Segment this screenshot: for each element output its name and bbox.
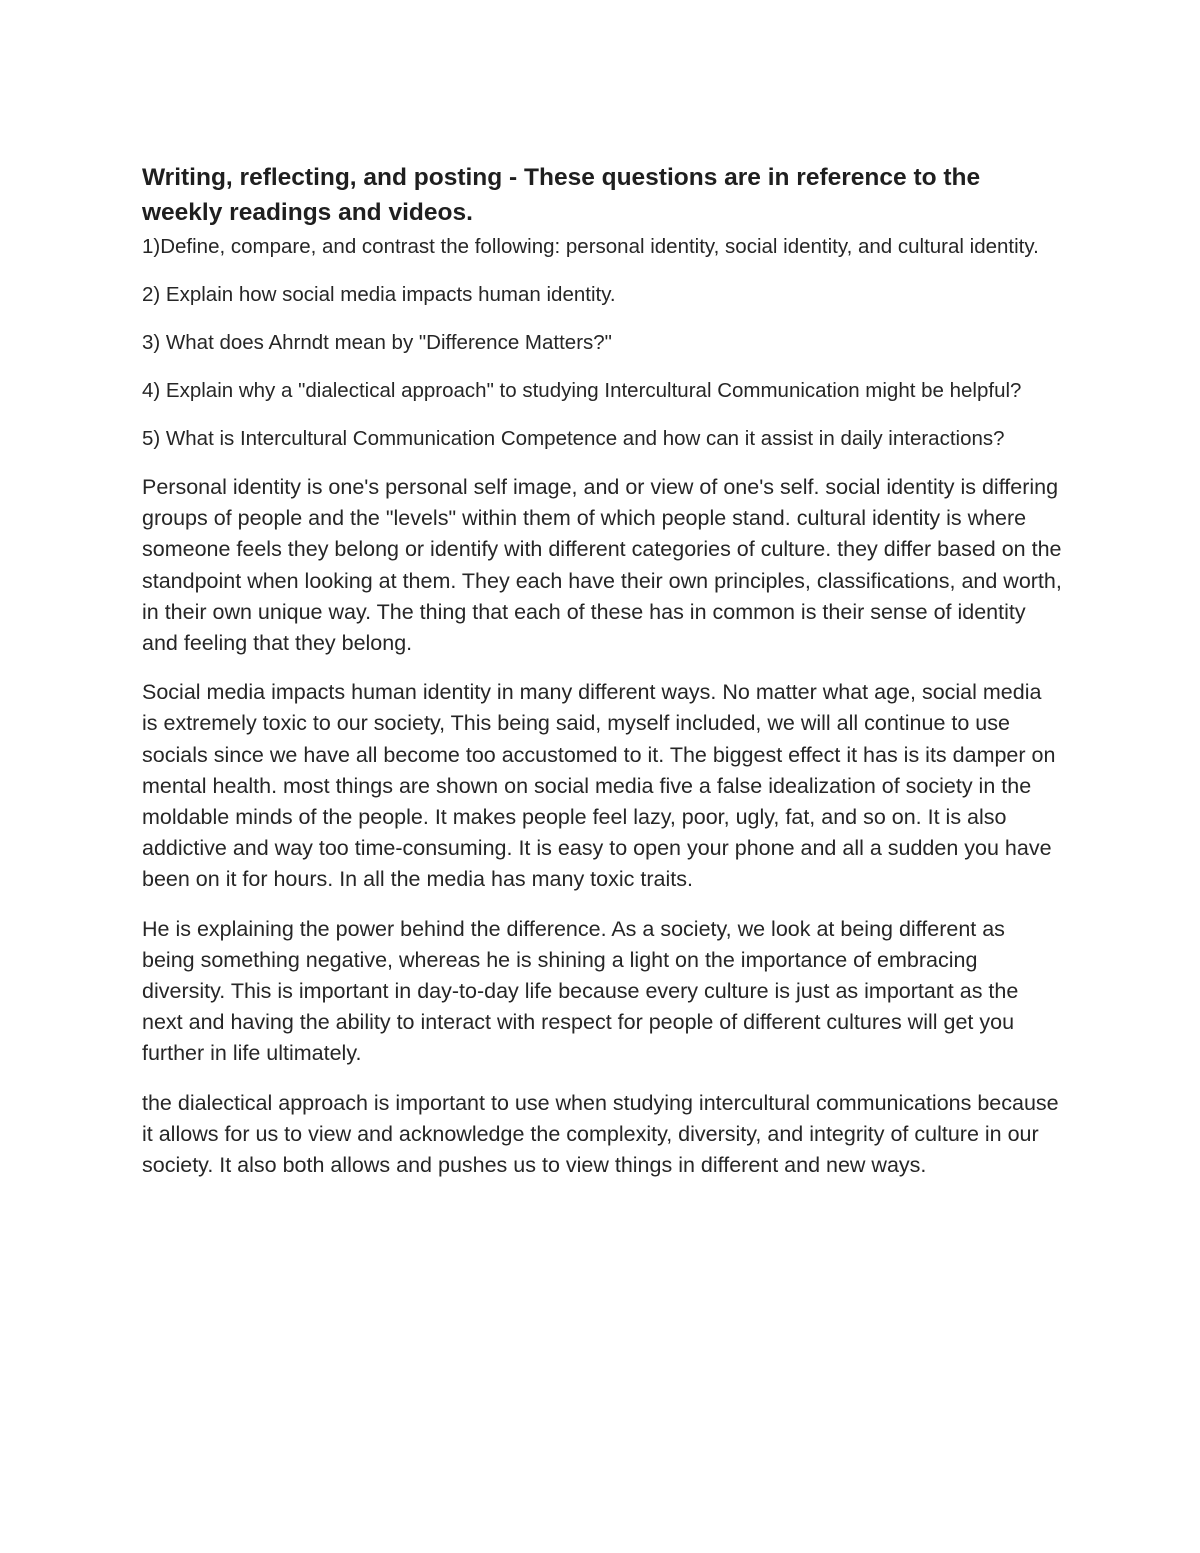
answer-difference-matters: He is explaining the power behind the difference. As a society, we look at being different as being something negative, whereas he is shining a light on the importance of embracing diversity. This is important in day-to-day life because every culture is just as important as the next and having the ability to interact with respect for people of different cultures will get you further in life ultimately. [142,916,1019,1066]
answer-dialectical-approach: the dialectical approach is important to use when studying intercultural communications because it allows for us to view and acknowledge the complexity, diversity, and integrity of culture in our society. It also both allows and pushes us to view things in different and new ways. [142,1090,1059,1178]
answer-personal-identity: Personal identity is one's personal self image, and or view of one's self. social identity is differing groups of people and the "levels" within them of which people stand. cultural identity is where someone feels they belong or identify with different categories of culture. they differ based on the standpoint when looking at them. They each have their own principles, classifications, and worth, in their own unique way. The thing that each of these has in common is their sense of identity and feeling that they belong. [142,475,1062,656]
document-heading: Writing, reflecting, and posting - These questions are in reference to the weekly readings and videos. [142,164,981,226]
question-2: 2) Explain how social media impacts human identity. [142,283,616,306]
answer-social-media: Social media impacts human identity in many different ways. No matter what age, social media is extremely toxic to our society, This being said, myself included, we will all continue to use socials since we have all become too accustomed to it. The biggest effect it has is its damper on mental health. most things are shown on social media five a false idealization of society in the moldable minds of the people. It makes people feel lazy, poor, ugly, fat, and so on. It is also addictive and way too time-consuming. It is easy to open your phone and all a sudden you have been on it for hours. In all the media has many toxic traits. [142,680,1056,892]
question-1: 1)Define, compare, and contrast the following: personal identity, social identity, and cultural identity. [142,235,1039,258]
question-4: 4) Explain why a "dialectical approach" to studying Intercultural Communication might be helpful? [142,379,1022,402]
question-3: 3) What does Ahrndt mean by "Difference Matters?" [142,331,612,354]
document-page [142,160,1062,1181]
question-5: 5) What is Intercultural Communication Competence and how can it assist in daily interactions? [142,427,1005,450]
